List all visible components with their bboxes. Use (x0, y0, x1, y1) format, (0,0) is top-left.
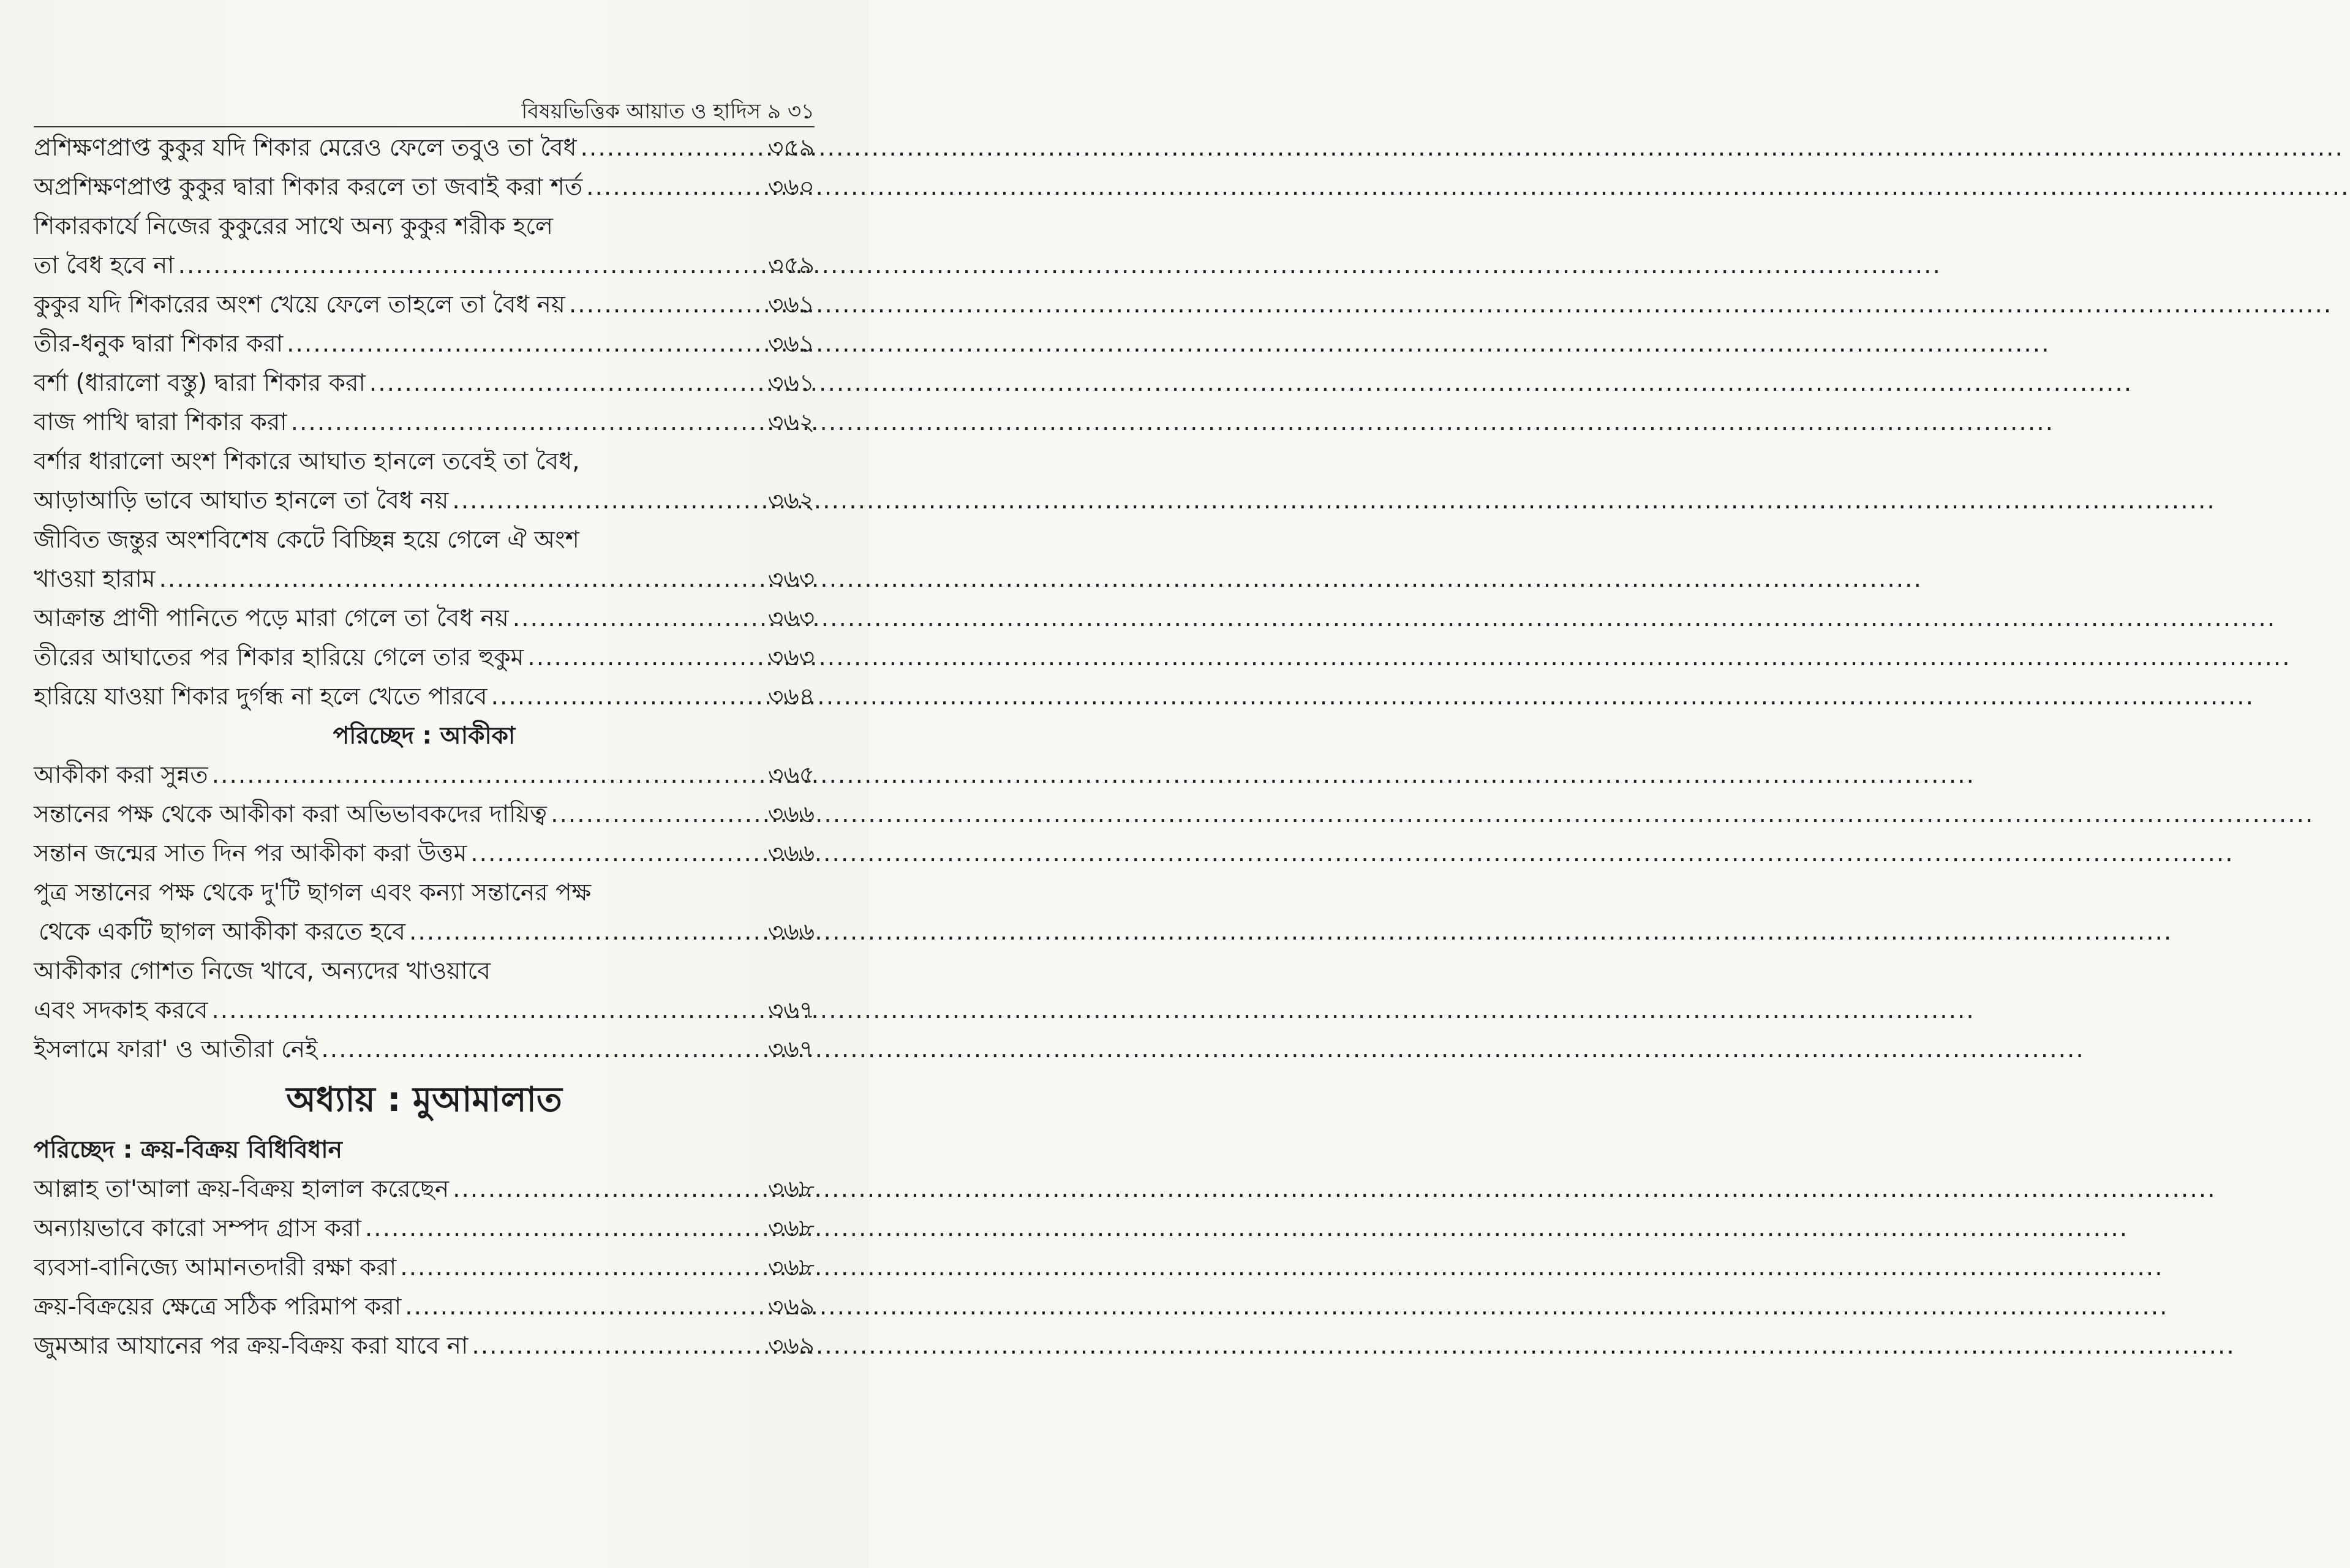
dot-leader (287, 403, 741, 442)
table-of-contents (34, 129, 815, 1366)
toc-entry-title: ইসলামে ফারা' ও আতীরা নেই (34, 1036, 318, 1063)
toc-entry-title: বর্শার ধারালো অংশ শিকারে আঘাত হানলে তবেই তা বৈধ, (34, 448, 580, 475)
dot-leader (448, 481, 741, 521)
toc-entry-title: হারিয়ে যাওয়া শিকার দুর্গন্ধ না হলে খেতে পারবে (34, 683, 488, 710)
toc-entry-title: থেকে একটি ছাগল আকীকা করতে হবে (39, 918, 406, 946)
section-heading-aqiqa: পরিচ্ছেদ : আকীকা (333, 722, 516, 750)
toc-entry-title: খাওয়া হারাম (34, 565, 156, 593)
toc-entry-title: জুমআর আযানের পর ক্রয়-বিক্রয় করা যাবে না (34, 1332, 469, 1360)
toc-entry (34, 795, 815, 834)
toc-entry-page: ৩৬১ (767, 330, 815, 358)
dot-leader (317, 1030, 741, 1069)
dot-leader (524, 638, 741, 677)
running-header: বিষয়ভিত্তিক আয়াত ও হাদিস ৯ ৩১ (34, 97, 815, 127)
dot-leader (156, 560, 741, 599)
toc-entry-page: ৩৬৮ (767, 1254, 815, 1281)
toc-entry (34, 246, 815, 285)
toc-entry-page: ৩৬৬ (767, 918, 815, 946)
dot-leader (283, 325, 741, 364)
dot-leader (401, 1287, 741, 1327)
toc-entry (34, 285, 815, 325)
toc-entry-title: আকীকার গোশত নিজে খাবে, অন্যদের খাওয়াবে (34, 957, 491, 985)
toc-entry (34, 1209, 815, 1248)
toc-entry (34, 1287, 815, 1327)
dot-leader (208, 756, 741, 795)
toc-entry-title: পুত্র সন্তানের পক্ষ থেকে দু'টি ছাগল এবং কন্যা সন্তানের পক্ষ (34, 879, 592, 907)
dot-leader (565, 285, 741, 325)
toc-entry-page: ৩৬১ (767, 369, 815, 397)
dot-leader (547, 795, 741, 834)
toc-entry (34, 1170, 815, 1209)
toc-entry (34, 1327, 815, 1366)
toc-entry-page: ৩৬৩ (767, 565, 815, 593)
toc-entry-page: ৩৫৯ (768, 134, 815, 162)
dot-leader (468, 1327, 741, 1366)
toc-entry (34, 677, 815, 717)
dot-leader (366, 364, 741, 403)
toc-entry (34, 481, 815, 521)
toc-entry (34, 403, 815, 442)
toc-entry-title: এবং সদকাহ করবে (34, 997, 208, 1024)
toc-entry (34, 834, 815, 873)
toc-entry-title: জীবিত জন্তুর অংশবিশেষ কেটে বিচ্ছিন্ন হয়ে গেলে ঐ অংশ (34, 526, 579, 554)
toc-entry (34, 991, 815, 1030)
dot-leader (467, 834, 741, 873)
toc-entry (34, 1248, 815, 1287)
dot-leader (361, 1209, 741, 1248)
dot-leader (488, 677, 741, 717)
toc-entry-page: ৩৬২ (767, 487, 815, 514)
chapter-heading: অধ্যায় : মুআমালাত (286, 1080, 562, 1120)
toc-entry (34, 325, 815, 364)
toc-entry-page: ৩৬০ (767, 173, 815, 201)
toc-entry-title: অন্যায়ভাবে কারো সম্পদ গ্রাস করা (34, 1215, 361, 1242)
toc-entry-page: ৩৬৮ (767, 1175, 815, 1203)
toc-entry (34, 913, 815, 952)
toc-entry-page: ৩৬৬ (767, 801, 815, 828)
toc-entry-title: অপ্রশিক্ষণপ্রাপ্ত কুকুর দ্বারা শিকার করলে তা জবাই করা শর্ত (34, 173, 583, 201)
toc-entry-page: ৩৬৯ (767, 1332, 815, 1360)
toc-entry-page: ৩৬৩ (767, 644, 815, 671)
toc-entry-title: আকীকা করা সুন্নত (34, 761, 208, 789)
toc-entry-page: ৩৬৮ (767, 1215, 815, 1242)
dot-leader (175, 246, 741, 285)
toc-entry-continued (34, 952, 815, 991)
dot-leader (405, 913, 741, 952)
toc-entry-title: কুকুর যদি শিকারের অংশ খেয়ে ফেলে তাহলে তা বৈধ নয় (34, 291, 565, 318)
toc-entry-title: প্রশিক্ষণপ্রাপ্ত কুকুর যদি শিকার মেরেও ফেলে তবুও তা বৈধ (34, 134, 577, 162)
dot-leader (396, 1248, 741, 1287)
dot-leader (449, 1170, 741, 1209)
dot-leader (509, 599, 741, 638)
toc-entry-title: আড়াআড়ি ভাবে আঘাত হানলে তা বৈধ নয় (34, 487, 449, 514)
toc-entry (34, 756, 815, 795)
toc-entry-title: তীর-ধনুক দ্বারা শিকার করা (34, 330, 284, 358)
toc-entry-title: বর্শা (ধারালো বস্তু) দ্বারা শিকার করা (34, 369, 366, 397)
toc-entry-page: ৩৬২ (767, 409, 815, 436)
toc-entry-continued (34, 873, 815, 913)
toc-entry-continued (34, 442, 815, 481)
toc-entry-title: ব্যবসা-বানিজ্যে আমানতদারী রক্ষা করা (34, 1254, 397, 1281)
toc-entry-page: ৩৬১ (767, 291, 815, 318)
toc-entry-title: ক্রয়-বিক্রয়ের ক্ষেত্রে সঠিক পরিমাপ করা (34, 1293, 402, 1321)
toc-entry-title: তীরের আঘাতের পর শিকার হারিয়ে গেলে তার হুকুম (34, 644, 524, 671)
dot-leader (208, 991, 741, 1030)
dot-leader (577, 129, 741, 168)
section-heading-trade: পরিচ্ছেদ : ক্রয়-বিক্রয় বিধিবিধান (34, 1136, 342, 1164)
toc-entry-title: শিকারকার্যে নিজের কুকুরের সাথে অন্য কুকুর শরীক হলে (34, 213, 553, 240)
toc-entry-title: সন্তান জন্মের সাত দিন পর আকীকা করা উত্তম (34, 840, 467, 867)
toc-entry-title: বাজ পাখি দ্বারা শিকার করা (34, 409, 287, 436)
toc-entry (34, 168, 815, 207)
book-page (0, 0, 868, 1568)
toc-entry-page: ৩৫৯ (768, 252, 815, 279)
toc-entry-page: ৩৬৯ (767, 1293, 815, 1321)
toc-entry-continued (34, 521, 815, 560)
toc-entry (34, 599, 815, 638)
toc-entry (34, 638, 815, 677)
dot-leader (582, 168, 741, 207)
toc-entry-continued (34, 207, 815, 246)
toc-entry (34, 364, 815, 403)
toc-entry-title: আল্লাহ তা'আলা ক্রয়-বিক্রয় হালাল করেছেন (34, 1175, 450, 1203)
toc-entry-title: আক্রান্ত প্রাণী পানিতে পড়ে মারা গেলে তা বৈধ নয় (34, 605, 509, 632)
toc-entry (34, 1030, 815, 1069)
toc-entry-page: ৩৬৭ (767, 1036, 815, 1063)
toc-entry (34, 129, 815, 168)
toc-entry-page: ৩৬৫ (767, 761, 815, 789)
toc-entry-title: সন্তানের পক্ষ থেকে আকীকা করা অভিভাবকদের দায়িত্ব (34, 801, 548, 828)
toc-entry-page: ৩৬৪ (767, 683, 815, 710)
toc-entry-title: তা বৈধ হবে না (34, 252, 175, 279)
toc-entry-page: ৩৬৬ (767, 840, 815, 867)
toc-entry (34, 560, 815, 599)
toc-entry-page: ৩৬৭ (767, 997, 815, 1024)
toc-entry-page: ৩৬৩ (767, 605, 815, 632)
